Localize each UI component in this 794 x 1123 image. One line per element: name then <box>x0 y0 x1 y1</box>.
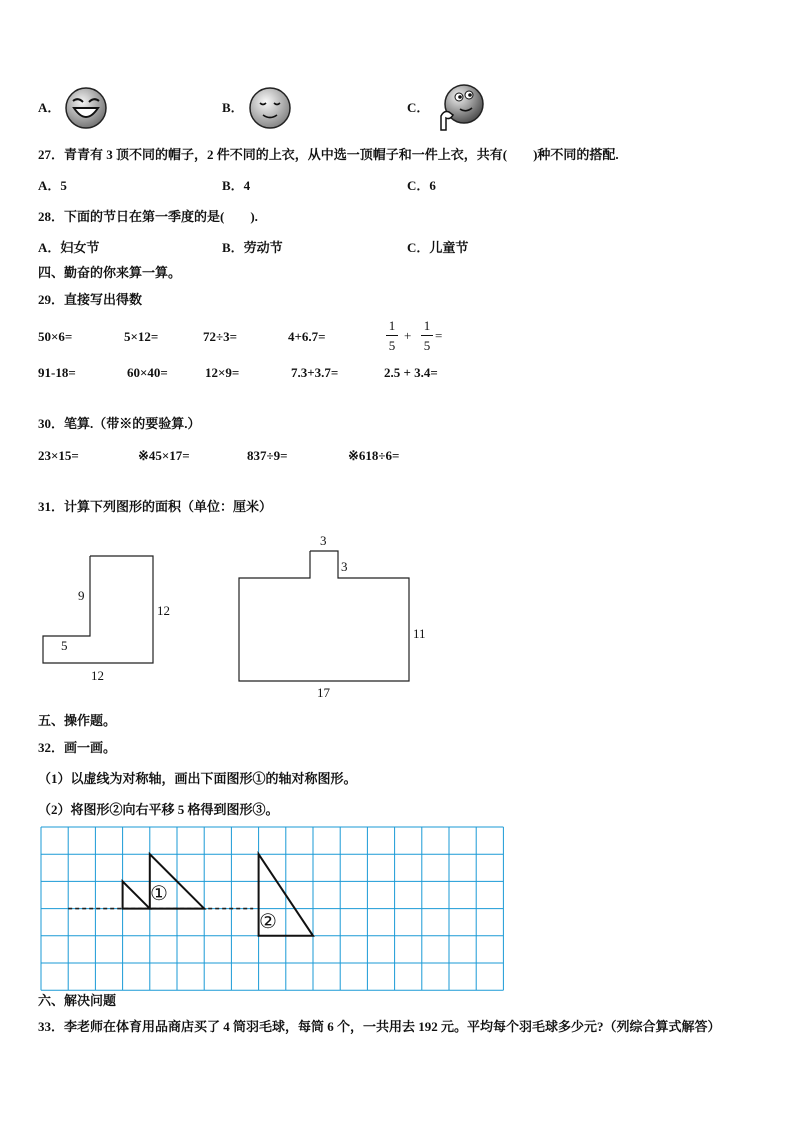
q28-option-c: C．儿童节 <box>407 240 469 255</box>
fraction-equals-sign: = <box>435 328 443 343</box>
q29-expr-9: 7.3+3.7= <box>291 365 339 380</box>
fraction-1-numerator: 1 <box>388 318 396 333</box>
fig2-label-right: 11 <box>413 626 426 641</box>
fraction-plus-sign: + <box>404 328 412 343</box>
q32-sub2: （2）将图形②向右平移 5 格得到图形③。 <box>38 802 279 817</box>
q28-question: 28．下面的节日在第一季度的是( ). <box>38 209 258 224</box>
fraction-2-numerator: 1 <box>423 318 431 333</box>
fig1-label-step: 5 <box>61 638 68 653</box>
q29-expr-6: 91-18= <box>38 365 76 380</box>
q29-expr-8: 12×9= <box>205 365 240 380</box>
q26-option-b-letter: B． <box>222 100 244 115</box>
q32-title: 32．画一画。 <box>38 740 117 755</box>
shape-1-small-triangle <box>123 881 150 908</box>
q29-expr-10: 2.5 + 3.4= <box>384 365 438 380</box>
fig2-label-bottom: 17 <box>317 685 330 700</box>
q27-option-c: C．6 <box>407 178 436 193</box>
q30-item-2: ※45×17= <box>138 448 190 463</box>
q27-option-b: B．4 <box>222 178 251 193</box>
fig1-label-bottom: 12 <box>91 668 104 683</box>
fraction-2-denominator: 5 <box>423 338 431 353</box>
fig1-label-left: 9 <box>78 588 85 603</box>
fig1-label-right: 12 <box>157 603 170 618</box>
q29-expr-3: 72÷3= <box>203 329 238 344</box>
q29-title: 29．直接写出得数 <box>38 292 143 307</box>
q29-expr-2: 5×12= <box>124 329 159 344</box>
q30-item-3: 837÷9= <box>247 448 288 463</box>
section-6-heading: 六、解决问题 <box>38 993 117 1008</box>
q29-expr-7: 60×40= <box>127 365 168 380</box>
q30-title: 30．笔算.（带※的要验算.） <box>38 416 201 431</box>
section-4-heading: 四、勤奋的你来算一算。 <box>38 265 182 280</box>
fig2-label-top: 3 <box>320 533 327 548</box>
fraction-1-denominator: 5 <box>388 338 396 353</box>
q28-option-b: B．劳动节 <box>222 240 283 255</box>
section-5-heading: 五、操作题。 <box>38 713 117 728</box>
shape-2-label: ② <box>259 911 277 933</box>
q29-expr-4: 4+6.7= <box>288 329 326 344</box>
q26-option-c-letter: C． <box>407 100 430 115</box>
shape-1-label: ① <box>150 883 168 905</box>
q27-question: 27．青青有 3 顶不同的帽子，2 件不同的上衣，从中选一顶帽子和一件上衣，共有( )种不同的搭配. <box>38 147 619 162</box>
q27-option-a: A．5 <box>38 178 67 193</box>
q30-item-4: ※618÷6= <box>348 448 400 463</box>
q26-option-a-letter: A． <box>38 100 61 115</box>
q29-expr-1: 50×6= <box>38 329 73 344</box>
q31-title: 31．计算下列图形的面积（单位：厘米） <box>38 499 273 514</box>
q30-item-1: 23×15= <box>38 448 79 463</box>
q32-sub1: （1）以虚线为对称轴，画出下面图形①的轴对称图形。 <box>38 771 357 786</box>
q28-option-a: A．妇女节 <box>38 240 100 255</box>
fig2-label-top-side: 3 <box>341 559 348 574</box>
q33-question: 33．李老师在体育用品商店买了 4 筒羽毛球，每筒 6 个，一共用去 192 元。平均每个羽毛球多少元?（列综合算式解答） <box>38 1019 721 1034</box>
